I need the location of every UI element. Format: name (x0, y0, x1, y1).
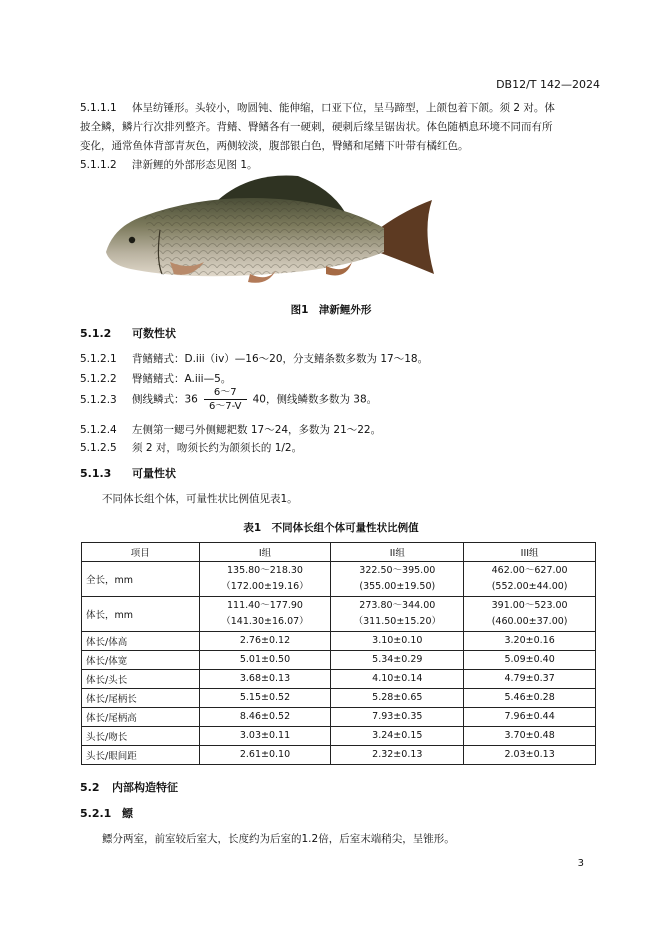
table-cell (199, 562, 331, 597)
table-cell: 2.76±0.12 (199, 632, 331, 651)
paragraph-5-1-1-1 (80, 99, 600, 156)
table-cell: 3.70±0.48 (464, 727, 596, 746)
section-number: 5.1.3 (80, 467, 112, 480)
table-cell (331, 562, 464, 597)
table-cell: 3.03±0.11 (199, 727, 331, 746)
paragraph-text: 津新鲤的外部形态见图 1。 (132, 159, 258, 171)
paragraph-text: 侧线鳞式：36 (132, 393, 198, 406)
header-cell: III组 (464, 543, 596, 562)
clause-number: 5.1.2.5 (80, 442, 117, 454)
fraction-numerator: 6～7 (204, 386, 247, 400)
lateral-line-fraction (204, 386, 247, 413)
table-cell: 5.09±0.40 (464, 651, 596, 670)
mean-value: （172.00±19.16） (221, 581, 309, 592)
table-cell: 2.61±0.10 (199, 746, 331, 765)
row-label: 体长/尾柄高 (82, 708, 200, 727)
table-cell (464, 597, 596, 632)
fish-scales (144, 198, 384, 277)
swim-bladder-text: 鳔分两室，前室较后室大，长度约为后室的1.2倍，后室末端稍尖，呈锥形。 (102, 833, 455, 845)
table-cell: 4.10±0.14 (331, 670, 464, 689)
table-row (82, 689, 596, 708)
range-value: 391.00～523.00 (491, 600, 568, 611)
table-row (82, 670, 596, 689)
carp-figure (100, 170, 440, 292)
table-cell: 5.28±0.65 (331, 689, 464, 708)
tail-fin (378, 200, 434, 274)
table-intro: 不同体长组个体，可量性状比例值见表1。 (102, 493, 298, 505)
table-row (82, 746, 596, 765)
section-number: 5.2 (80, 781, 100, 794)
page-number: 3 (577, 858, 584, 869)
section-5-1-2-heading (80, 324, 600, 343)
section-5-2-heading (80, 778, 600, 797)
header-cell: I组 (199, 543, 331, 562)
clause-number: 5.1.2.3 (80, 393, 117, 406)
table-header-row (82, 543, 596, 562)
range-value: 111.40～177.90 (226, 600, 303, 611)
countable-item-4 (80, 421, 600, 440)
countable-item-1 (80, 350, 600, 369)
section-5-1-3-heading (80, 464, 600, 483)
row-label: 体长/头长 (82, 670, 200, 689)
range-value: 462.00～627.00 (491, 565, 568, 576)
table-cell: 3.24±0.15 (331, 727, 464, 746)
row-label: 全长，mm (82, 562, 200, 597)
range-value: 135.80～218.30 (226, 565, 303, 576)
table-caption: 表1 不同体长组个体可量性状比例值 (243, 522, 419, 534)
mean-value: (460.00±37.00) (491, 616, 568, 627)
table-cell: 3.10±0.10 (331, 632, 464, 651)
fraction-denominator: 6～7-V (208, 401, 242, 412)
table-cell: 3.68±0.13 (199, 670, 331, 689)
table-row (82, 632, 596, 651)
table-cell: 5.34±0.29 (331, 651, 464, 670)
row-label: 体长，mm (82, 597, 200, 632)
table-cell (331, 597, 464, 632)
table-row (82, 708, 596, 727)
row-label: 体长/体宽 (82, 651, 200, 670)
proportion-table (81, 542, 596, 765)
countable-item-5 (80, 439, 600, 458)
table-cell (199, 597, 331, 632)
section-title: 可数性状 (132, 327, 176, 340)
countable-item-3 (80, 386, 600, 413)
table-cell: 5.01±0.50 (199, 651, 331, 670)
clause-number: 5.1.1.1 (80, 102, 117, 114)
clause-number: 5.1.1.2 (80, 159, 117, 171)
section-number: 5.1.2 (80, 327, 112, 340)
table-cell: 2.03±0.13 (464, 746, 596, 765)
range-value: 273.80～344.00 (359, 600, 436, 611)
table-cell: 3.20±0.16 (464, 632, 596, 651)
section-title: 鳔 (122, 807, 133, 820)
paragraph-text: 臀鳍鳍式：A.iii—5。 (132, 373, 232, 385)
table-cell: 5.46±0.28 (464, 689, 596, 708)
paragraph-text: 披全鳞，鳞片行次排列整齐。背鳍、臀鳍各有一硬刺，硬刺后缘呈锯齿状。体色随栖息环境不同而有所 (80, 121, 553, 133)
paragraph-text: 40，侧线鳞数多数为 38。 (252, 393, 378, 406)
table-row (82, 651, 596, 670)
section-5-2-1-heading (80, 804, 600, 823)
section-number: 5.2.1 (80, 807, 112, 820)
mean-value: (355.00±19.50) (359, 581, 436, 592)
figure-caption: 图1 津新鲤外形 (290, 304, 372, 316)
header-cell: 项目 (82, 543, 200, 562)
clause-number: 5.1.2.1 (80, 353, 117, 365)
paragraph-text: 背鳍鳍式：D.iii（iv）—16～20，分支鳍条数多数为 17～18。 (132, 353, 429, 365)
paragraph-text: 变化，通常鱼体背部青灰色，两侧较淡，腹部银白色，臀鳍和尾鳍下叶带有橘红色。 (80, 140, 469, 152)
table-cell: 7.96±0.44 (464, 708, 596, 727)
paragraph-text: 须 2 对，吻须长约为颌须长的 1/2。 (132, 442, 303, 454)
table-cell: 4.79±0.37 (464, 670, 596, 689)
range-value: 322.50～395.00 (359, 565, 436, 576)
mean-value: （141.30±16.07） (221, 616, 309, 627)
fish-eye (129, 237, 135, 243)
row-label: 体长/尾柄长 (82, 689, 200, 708)
paragraph-text: 体呈纺锤形。头较小，吻圆钝、能伸缩，口亚下位，呈马蹄型，上颌包着下颌。须 2 对。体 (132, 102, 555, 114)
row-label: 头长/吻长 (82, 727, 200, 746)
section-title: 可量性状 (132, 467, 176, 480)
row-label: 头长/眼间距 (82, 746, 200, 765)
table-row (82, 597, 596, 632)
paragraph-text: 左侧第一鳃弓外侧鳃耙数 17～24，多数为 21～22。 (132, 424, 382, 436)
mean-value: （311.50±15.20） (353, 616, 441, 627)
section-title: 内部构造特征 (112, 781, 178, 794)
table-row (82, 727, 596, 746)
clause-number: 5.1.2.4 (80, 424, 117, 436)
table-cell: 8.46±0.52 (199, 708, 331, 727)
row-label: 体长/体高 (82, 632, 200, 651)
mean-value: (552.00±44.00) (491, 581, 568, 592)
table-cell: 2.32±0.13 (331, 746, 464, 765)
table-row (82, 562, 596, 597)
table-cell (464, 562, 596, 597)
table-cell: 7.93±0.35 (331, 708, 464, 727)
header-cell: II组 (331, 543, 464, 562)
table-cell: 5.15±0.52 (199, 689, 331, 708)
clause-number: 5.1.2.2 (80, 373, 117, 385)
document-code: DB12/T 142—2024 (496, 78, 600, 91)
